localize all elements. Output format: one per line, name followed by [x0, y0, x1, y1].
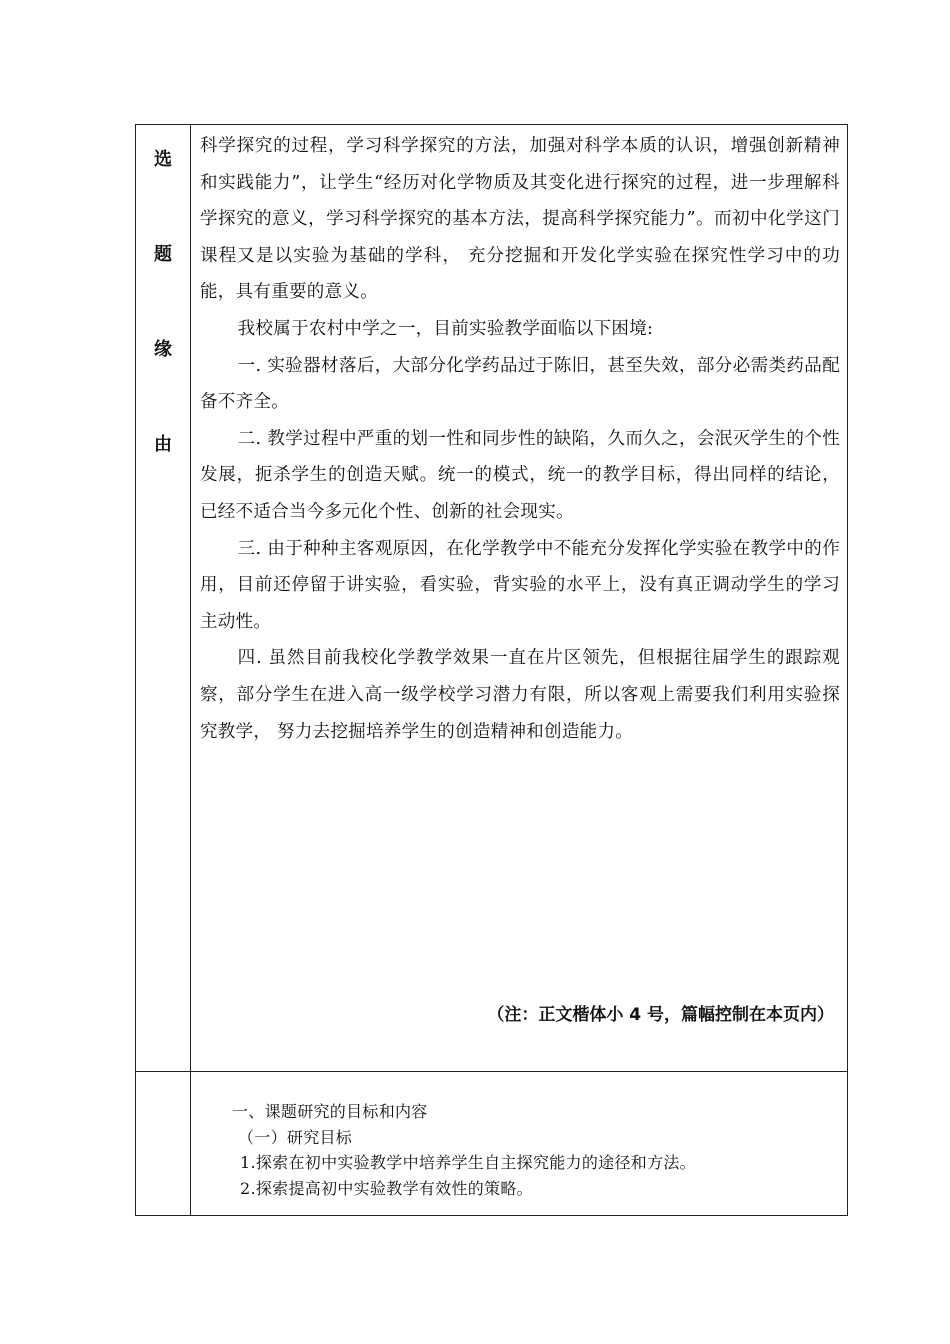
table-row-divider — [135, 1071, 848, 1072]
formatting-note: （注：正文楷体小 4 号，篇幅控制在本页内） — [487, 1005, 834, 1025]
table-bottom-border — [135, 1215, 848, 1216]
section-label-char-1: 选 — [154, 149, 172, 170]
section-body-text — [200, 128, 840, 750]
goal-item-1: 1.探索在初中实验教学中培养学生自主探究能力的途径和方法。 — [240, 1153, 696, 1172]
section-label-char-3: 缘 — [154, 339, 172, 360]
paragraph-point-2: 二. 教学过程中严重的划一性和同步性的缺陷，久而久之，会泯灭学生的个性发展，扼杀学生的创造天赋。统一的模式，统一的教学目标，得出同样的结论， 已经不适合当今多元化个性、创新的社会现实。 — [200, 428, 840, 522]
table-top-border — [135, 124, 848, 125]
research-goals-block — [232, 1099, 832, 1201]
paragraph-school-context: 我校属于农村中学之一，目前实验教学面临以下困境: — [237, 318, 654, 339]
table-column-divider — [190, 124, 191, 1216]
table-right-border — [847, 124, 848, 1216]
section-heading: 一、课题研究的目标和内容 — [232, 1102, 428, 1121]
paragraph-point-1: 一. 实验器材落后，大部分化学药品过于陈旧，甚至失效，部分必需类药品配备不齐全。 — [200, 355, 840, 413]
paragraph-point-3: 三. 由于种种主客观原因，在化学教学中不能充分发挥化学实验在教学中的作用，目前还停留于讲实验，看实验，背实验的水平上，没有真正调动学生的学习主动性。 — [200, 538, 840, 632]
subsection-heading: （一）研究目标 — [238, 1127, 353, 1147]
paragraph-point-4: 四. 虽然目前我校化学教学效果一直在片区领先，但根据往届学生的跟踪观察，部分学生在进入高一级学校学习潜力有限，所以客观上需要我们利用实验探究教学， 努力去挖掘培养学生的创造精神和创造能力。 — [200, 648, 840, 742]
paragraph-intro: 科学探究的过程，学习科学探究的方法，加强对科学本质的认识，增强创新精神和实践能力”，让学生“经历对化学物质及其变化进行探究的过程，进一步理解科学探究的意义，学习科学探究的基本方法，提高科学探究能力”。而初中化学这门课程又是以实验为基础的学科， 充分挖掘和开发化学实验在探究性学习中的功能，具有重要的意义。 — [200, 136, 840, 303]
table-left-border — [135, 124, 136, 1216]
section-label-char-4: 由 — [154, 434, 172, 455]
section-label-char-2: 题 — [154, 244, 172, 265]
goal-item-2: 2.探索提高初中实验教学有效性的策略。 — [240, 1178, 533, 1198]
